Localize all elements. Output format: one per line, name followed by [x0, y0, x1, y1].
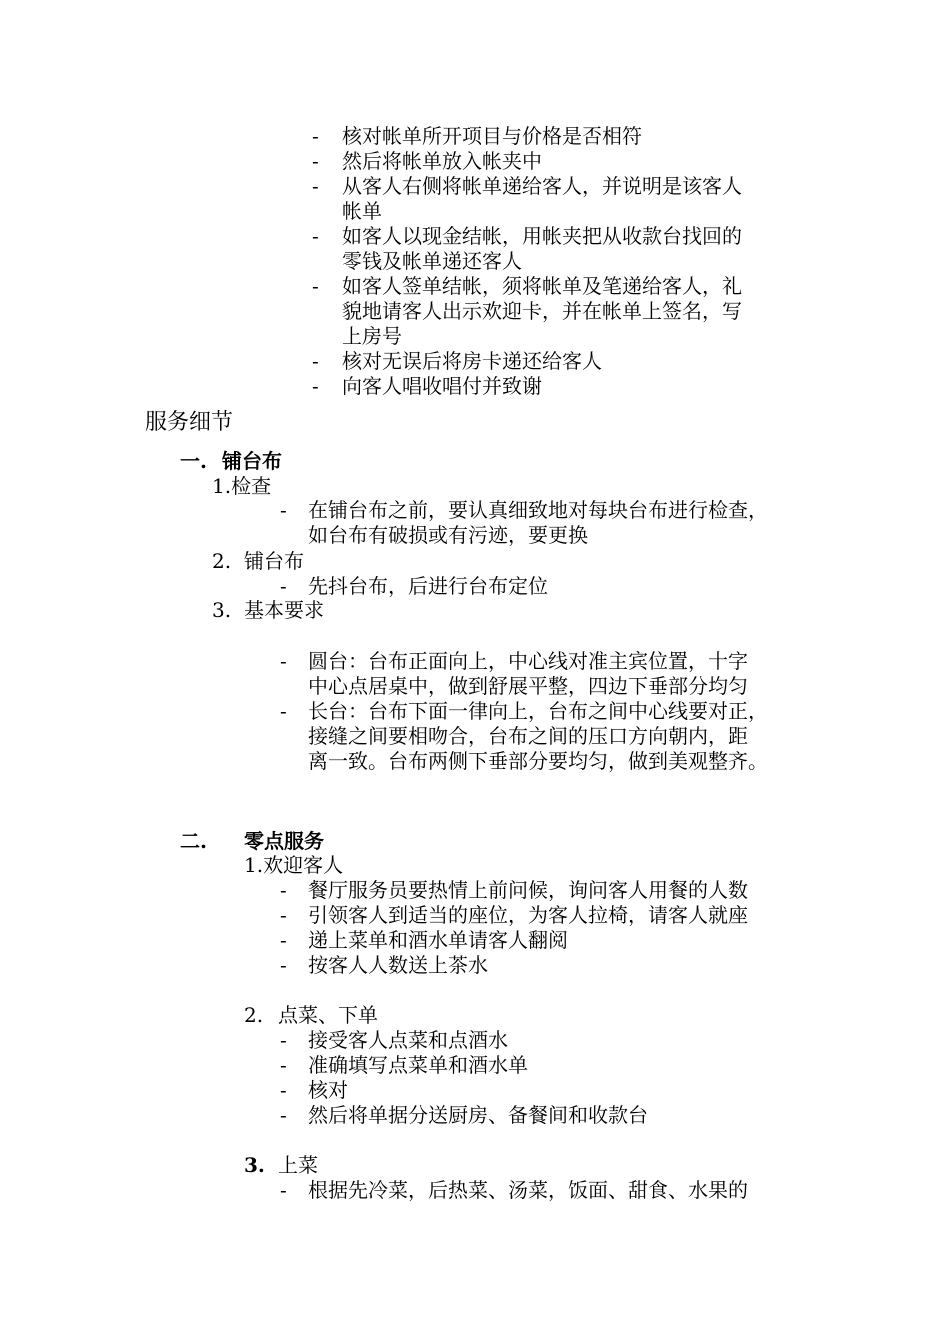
list-item: 先抖台布，后进行台布定位 — [308, 574, 548, 598]
list-item: 餐厅服务员要热情上前问候，询问客人用餐的人数 — [308, 878, 748, 902]
list-item: 然后将单据分送厨房、备餐间和收款台 — [308, 1103, 648, 1127]
list-item: 接受客人点菜和点酒水 — [308, 1028, 508, 1052]
list-item-continuation: 貌地请客人出示欢迎卡，并在帐单上签名，写 — [342, 299, 742, 323]
bullet-dash: - — [280, 649, 287, 673]
list-item-continuation: 零钱及帐单递还客人 — [342, 249, 522, 273]
bullet-dash: - — [280, 1028, 287, 1052]
list-item-continuation: 上房号 — [342, 324, 402, 348]
bullet-dash: - — [280, 699, 287, 723]
bullet-dash: - — [312, 174, 319, 198]
subheading: 基本要求 — [244, 598, 324, 622]
list-item: 按客人人数送上茶水 — [308, 953, 488, 977]
list-item: 从客人右侧将帐单递给客人，并说明是该客人 — [342, 174, 742, 198]
list-item-continuation: 离一致。台布两侧下垂部分要均匀，做到美观整齐。 — [308, 749, 768, 773]
list-item: 然后将帐单放入帐夹中 — [342, 149, 542, 173]
subheading-number: 2. — [244, 1003, 264, 1027]
subheading-number: 2. — [212, 549, 232, 573]
bullet-dash: - — [280, 928, 287, 952]
list-item: 核对 — [308, 1078, 348, 1102]
bullet-dash: - — [312, 224, 319, 248]
bullet-dash: - — [312, 349, 319, 373]
list-item: 核对帐单所开项目与价格是否相符 — [342, 124, 642, 148]
list-item: 根据先冷菜，后热菜、汤菜，饭面、甜食、水果的 — [308, 1178, 748, 1202]
list-item: 如客人签单结帐，须将帐单及笔递给客人，礼 — [342, 274, 742, 298]
part-number: 一. — [180, 449, 207, 473]
bullet-dash: - — [280, 1103, 287, 1127]
subheading: 1.检查 — [212, 474, 272, 498]
bullet-dash: - — [312, 374, 319, 398]
list-item: 引领客人到适当的座位，为客人拉椅，请客人就座 — [308, 903, 748, 927]
list-item: 长台：台布下面一律向上，台布之间中心线要对正， — [308, 699, 768, 723]
bullet-dash: - — [280, 878, 287, 902]
subheading-number: 3. — [212, 598, 232, 622]
section-title: 服务细节 — [145, 410, 234, 435]
bullet-dash: - — [280, 1178, 287, 1202]
list-item: 向客人唱收唱付并致谢 — [342, 374, 542, 398]
list-item: 圆台：台布正面向上，中心线对准主宾位置，十字 — [308, 649, 748, 673]
bullet-dash: - — [280, 1053, 287, 1077]
bullet-dash: - — [312, 124, 319, 148]
bullet-dash: - — [280, 903, 287, 927]
subheading: 铺台布 — [244, 549, 304, 573]
list-item-continuation: 如台布有破损或有污迹，要更换 — [308, 523, 588, 547]
list-item-continuation: 接缝之间要相吻合，台布之间的压口方向朝内，距 — [308, 724, 748, 748]
bullet-dash: - — [280, 953, 287, 977]
subheading: 上菜 — [278, 1153, 318, 1177]
subheading: 点菜、下单 — [278, 1003, 378, 1027]
subheading-number: 3. — [244, 1153, 265, 1177]
part-number: 二. — [180, 829, 207, 853]
part-title: 铺台布 — [222, 449, 282, 473]
bullet-dash: - — [280, 1078, 287, 1102]
bullet-dash: - — [312, 274, 319, 298]
bullet-dash: - — [280, 498, 287, 522]
list-item-continuation: 帐单 — [342, 199, 382, 223]
subheading: 1.欢迎客人 — [244, 853, 344, 877]
list-item: 在铺台布之前，要认真细致地对每块台布进行检查， — [308, 498, 768, 522]
list-item: 核对无误后将房卡递还给客人 — [342, 349, 602, 373]
list-item-continuation: 中心点居桌中，做到舒展平整，四边下垂部分均匀 — [308, 674, 748, 698]
list-item: 如客人以现金结帐，用帐夹把从收款台找回的 — [342, 224, 742, 248]
list-item: 准确填写点菜单和酒水单 — [308, 1053, 528, 1077]
bullet-dash: - — [312, 149, 319, 173]
bullet-dash: - — [280, 574, 287, 598]
part-title: 零点服务 — [244, 829, 324, 853]
list-item: 递上菜单和酒水单请客人翻阅 — [308, 928, 568, 952]
